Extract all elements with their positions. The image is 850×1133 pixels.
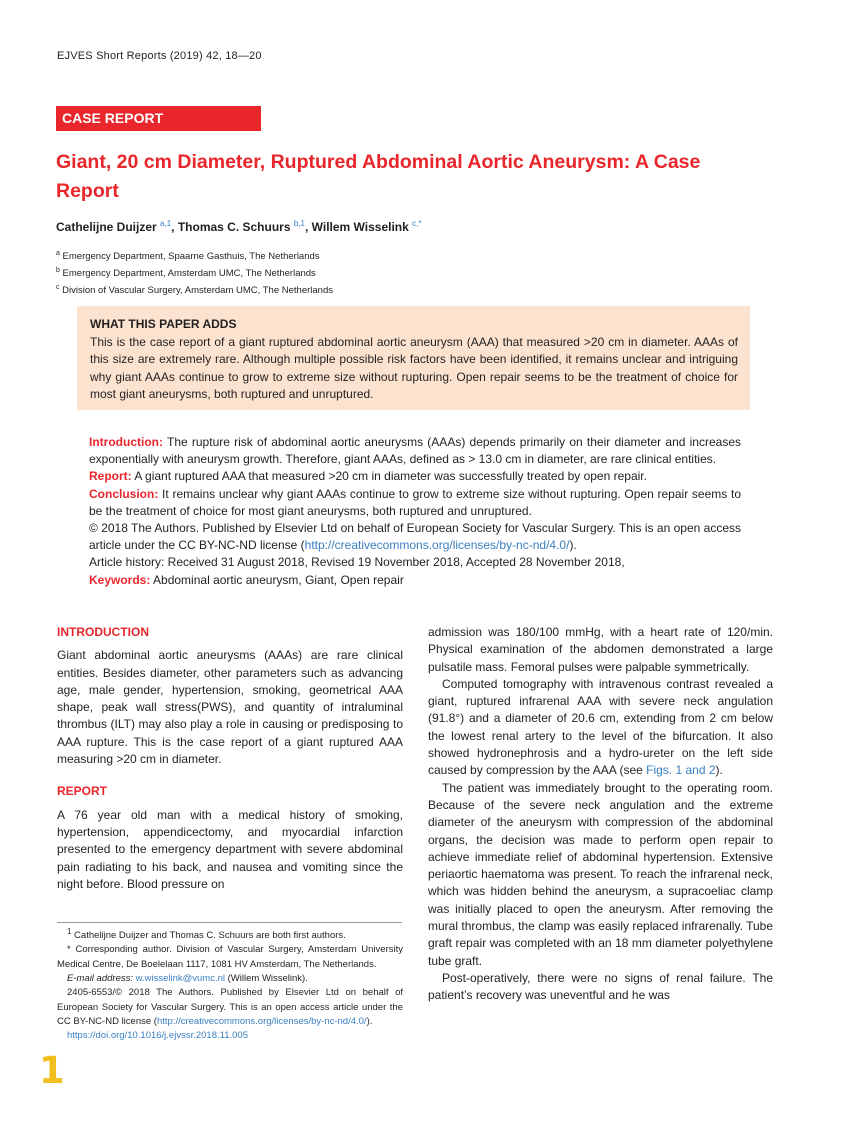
abstract-report [89, 468, 741, 485]
article-type-badge: CASE REPORT [56, 106, 261, 131]
footnote-first-authors [57, 925, 403, 943]
what-this-paper-adds-box [77, 306, 750, 410]
section-heading-report: REPORT [57, 784, 108, 799]
keywords-label: Keywords: [89, 572, 151, 587]
author-name: Willem Wisselink [311, 220, 409, 234]
figure-reference-link[interactable]: Figs. 1 and 2 [646, 763, 716, 778]
journal-citation: EJVES Short Reports (2019) 42, 18—20 [57, 50, 262, 62]
left-column-upper [57, 624, 403, 893]
case-paragraph-operation: The patient was immediately brought to the operating room. Because of the severe neck angulation and the extreme diameter of the aneurysm with compression of the abdominal organs, the decision was made to perform open repair to achieve immediate relief of abdominal hypertension. Extensive periaortic haematoma was present. To reach the infrarenal neck, which was hidden behind the aneurysm, a supracoeliac clamp was initially placed to open the aneurysm. After removing the mural thrombus, the clamp was easily replaced infrarenally. Tube graft repair was completed with an 18 mm diameter polyethylene tube graft. [428, 780, 773, 968]
abstract-conclusion [89, 486, 741, 520]
report-paragraph: A 76 year old man with a medical history of smoking, hypertension, appendicectomy, and myocardial infarction presented to the emergency department with severe abdominal pain radiating to his back, and nausea and vomiting since the night before. Blood pressure on [57, 807, 403, 891]
issn-text-end: ). [366, 1015, 373, 1027]
author-list: Cathelijne Duijzer $^{a,1}$, Thomas C. Schuurs $^{b,1}$, Willem Wisselink $^{c,*}$ [56, 219, 422, 234]
copyright-text-end: ). [569, 538, 577, 553]
affiliation-marker: a [56, 250, 60, 257]
section-heading-introduction: INTRODUCTION [57, 625, 149, 639]
email-link[interactable]: w.wisselink@vumc.nl [135, 973, 225, 985]
copyright-text: © 2018 The Authors. Published by Elsevier Ltd on behalf of European Society for Vascular Surgery. This is an open access article under the CC BY-NC-ND license ( [89, 521, 741, 553]
email-label: E-mail address: [67, 973, 133, 985]
footnote-license-link[interactable]: http://creativecommons.org/licenses/by-nc-nd/4.0/ [156, 1015, 367, 1027]
case-paragraph-imaging [428, 676, 773, 780]
footnote-email [57, 972, 403, 986]
abstract [89, 434, 741, 589]
footnote-text: Cathelijne Duijzer and Thomas C. Schuurs are both first authors. [71, 930, 346, 942]
adds-heading: WHAT THIS PAPER ADDS [90, 317, 237, 331]
author-name: Thomas C. Schuurs [177, 220, 291, 234]
affiliation-text: Emergency Department, Spaarne Gasthuis, The Netherlands [62, 251, 320, 263]
right-column [428, 624, 773, 1005]
case-paragraph-postop: Post-operatively, there were no signs of renal failure. The patient’s recovery was uneventful and he was [428, 970, 773, 1003]
email-owner: (Willem Wisselink). [225, 973, 308, 985]
imaging-text: Computed tomography with intravenous contrast revealed a giant, ruptured infrarenal AAA with severe neck angulation (91.8°) and a diameter of 20.6 cm, extending from 2 cm below the lowest renal artery to the level of the bifurcation. It also showed hydronephrosis and a hydro-ureter on the left side caused by compression by the AAA (see [428, 676, 773, 778]
affiliation-text: Division of Vascular Surgery, Amsterdam UMC, The Netherlands [62, 285, 333, 297]
abstract-label: Introduction: [89, 435, 163, 449]
affiliation-text: Emergency Department, Amsterdam UMC, The Netherlands [62, 268, 316, 280]
keywords-text: Abdominal aortic aneurysm, Giant, Open repair [150, 572, 404, 587]
author-affiliation-ref[interactable]: a,1 [160, 219, 172, 228]
doi-link[interactable]: https://doi.org/10.1016/j.ejvssr.2018.11.005 [67, 1030, 248, 1042]
affiliation-item [56, 247, 333, 264]
footnote-corresponding-author: * Corresponding author. Division of Vascular Surgery, Amsterdam University Medical Centre, De Boelelaan 1117, 1081 HV Amsterdam, The Netherlands. [57, 944, 403, 970]
abstract-label: Conclusion: [89, 486, 159, 501]
article-history: Article history: Received 31 August 2018, Revised 19 November 2018, Accepted 28 November 2018, [89, 555, 625, 570]
imaging-text-end: ). [715, 763, 723, 778]
affiliation-list [56, 247, 333, 298]
author-affiliation-ref[interactable]: c,* [412, 219, 422, 228]
footnote-doi [57, 1029, 403, 1043]
case-paragraph-admission: admission was 180/100 mmHg, with a heart rate of 120/min. Physical examination of the abdomen demonstrated a large pulsatile mass. Femoral pulses were palpable symmetrically. [428, 625, 773, 674]
footnotes [57, 925, 403, 1044]
introduction-paragraph: Giant abdominal aortic aneurysms (AAAs) are rare clinical entities. Besides diameter, other parameters such as advancing age, male gender, hypertension, smoking, geometrical AAA shape, peak wall stress(PWS), and quantity of intraluminal thrombus (ILT) may also play a role in causing or predisposing to AAA rupture. This is the case report of a giant ruptured AAA measuring >20 cm in diameter. [57, 648, 403, 767]
abstract-label: Report: [89, 469, 132, 484]
affiliation-marker: c [56, 284, 60, 292]
abstract-copyright [89, 520, 741, 554]
license-link[interactable]: http://creativecommons.org/licenses/by-nc-nd/4.0/ [304, 538, 570, 553]
affiliation-marker: b [56, 267, 60, 275]
page-number: 1 [39, 1049, 65, 1092]
abstract-text: A giant ruptured AAA that measured >20 cm in diameter was successfully treated by open repair. [131, 469, 647, 484]
author-name: Cathelijne Duijzer [56, 220, 157, 234]
abstract-text: The rupture risk of abdominal aortic aneurysms (AAAs) depends primarily on their diameter and increases exponentially with aneurysm growth. Therefore, giant AAAs, defined as > 13.0 cm in diameter, are rare clinical entities. [89, 435, 741, 467]
footnote-issn-license [57, 986, 403, 1029]
footnote-divider [57, 922, 402, 923]
abstract-keywords [89, 572, 741, 589]
affiliation-item [56, 281, 333, 298]
footnote-marker: 1 [67, 927, 72, 936]
author-affiliation-ref[interactable]: b,1 [293, 219, 305, 228]
abstract-introduction [89, 434, 741, 468]
issn-text: 2405-6553/© 2018 The Authors. Published by Elsevier Ltd on behalf of European Society for Vascular Surgery. This is an open access article under the CC BY-NC-ND license ( [57, 987, 403, 1027]
adds-body: This is the case report of a giant ruptured abdominal aortic aneurysm (AAA) that measured >20 cm in diameter. AAAs of this size are extremely rare. Although multiple possible risk factors have been identified, it remains unclear and intriguing why giant AAAs continue to grow to extreme size without rupturing. Open repair seems to be the treatment of choice for most giant aneurysms, both ruptured and unruptured. [90, 334, 738, 401]
affiliation-item [56, 264, 333, 281]
abstract-text: It remains unclear why giant AAAs continue to grow to extreme size without rupturing. Open repair seems to be the treatment of choice for most giant aneurysms, both ruptured and unruptured. [89, 486, 741, 518]
article-title: Giant, 20 cm Diameter, Ruptured Abdominal Aortic Aneurysm: A Case Report [56, 151, 701, 202]
